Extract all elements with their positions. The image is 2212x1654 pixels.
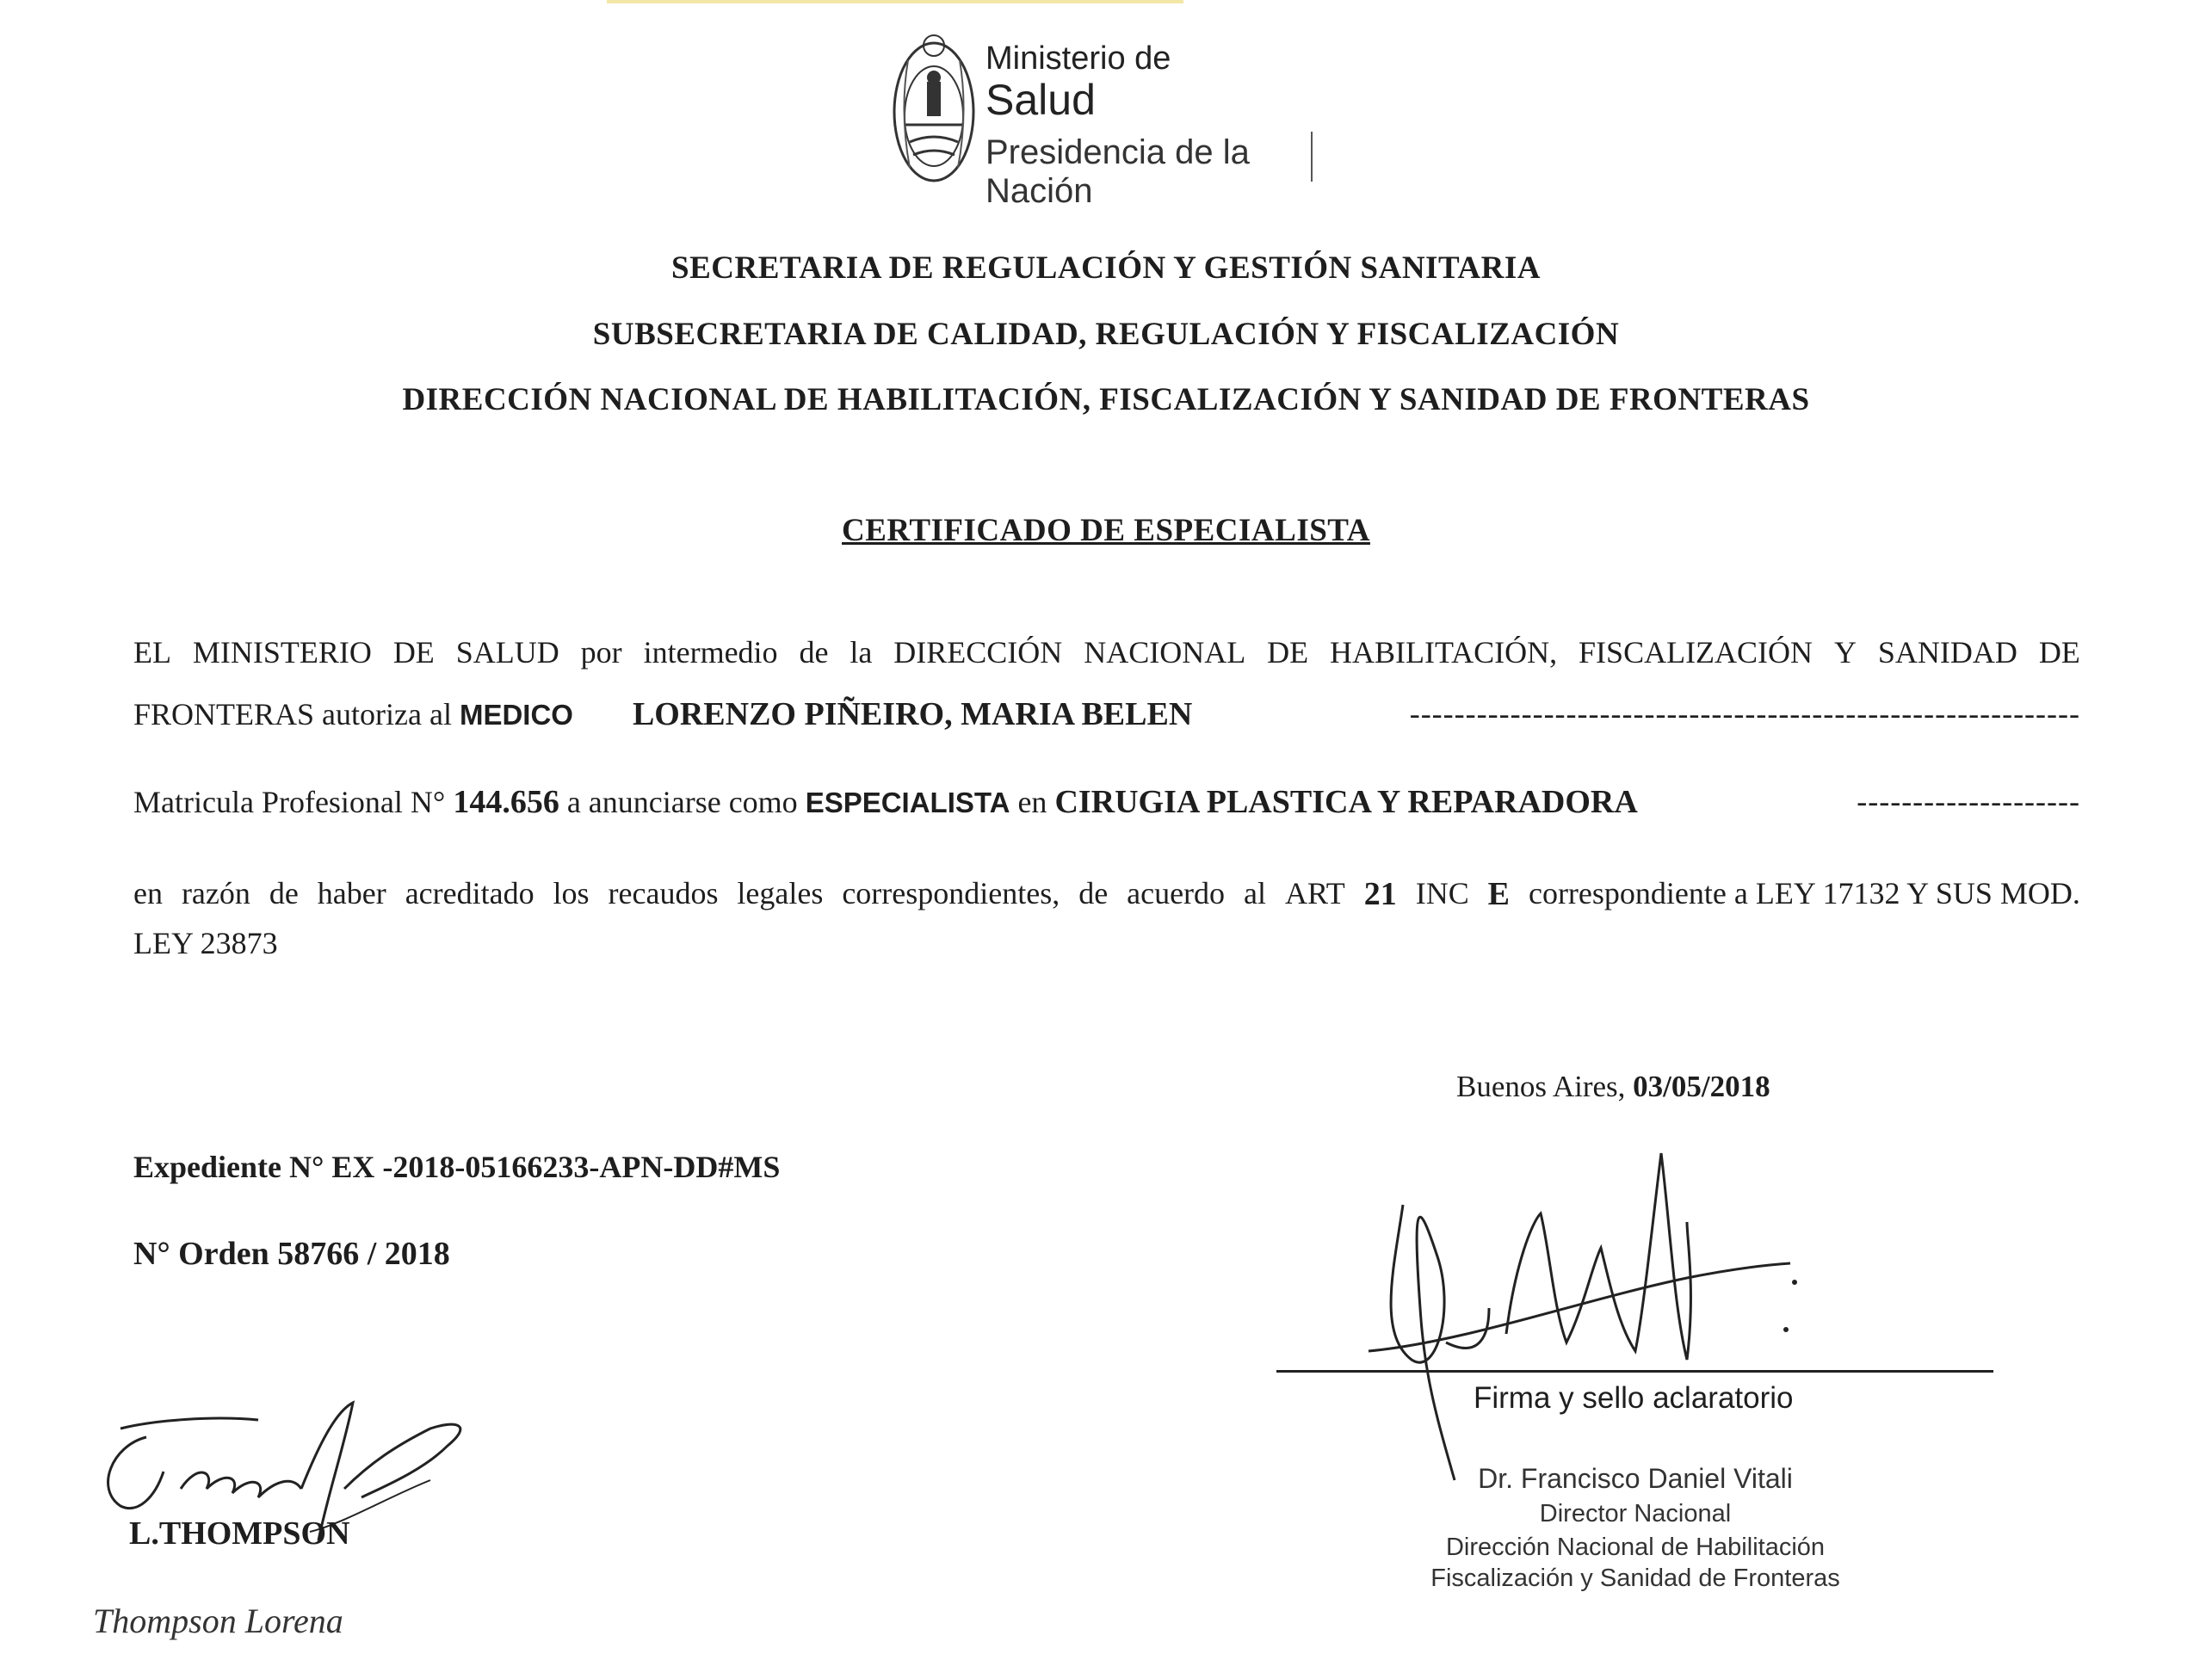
word: correspondientes, xyxy=(842,876,1060,910)
logo-salud-label: Salud xyxy=(986,76,1096,124)
specialty-value: CIRUGIA PLASTICA Y REPARADORA xyxy=(1054,784,1638,820)
thompson-handwritten-name: Thompson Lorena xyxy=(93,1602,343,1640)
subsecretariat-heading: SUBSECRETARIA DE CALIDAD, REGULACIÓN Y FISCALIZACIÓN xyxy=(592,317,1620,352)
word: MINISTERIO xyxy=(192,635,372,670)
word: haber xyxy=(317,876,386,910)
body-line-3 xyxy=(133,783,2080,821)
certificate-title: CERTIFICADO DE ESPECIALISTA xyxy=(842,513,1370,548)
word: los xyxy=(553,876,590,910)
body-line-5: LEY 23873 xyxy=(133,926,278,960)
word: EL xyxy=(133,635,171,670)
especialista-label: ESPECIALISTA xyxy=(805,787,1010,818)
en-text: en xyxy=(1017,785,1055,819)
stamp-name: Dr. Francisco Daniel Vitali xyxy=(1478,1463,1793,1494)
issue-date: 03/05/2018 xyxy=(1633,1070,1770,1103)
word: de xyxy=(1078,876,1109,910)
matricula-label: Matricula Profesional N° xyxy=(133,785,454,819)
directorate-heading: DIRECCIÓN NACIONAL DE HABILITACIÓN, FISCALIZACIÓN Y SANIDAD DE FRONTERAS xyxy=(402,382,1810,417)
word: acreditado xyxy=(405,876,534,910)
word: DE xyxy=(1267,635,1309,670)
logo-presidency-label: Presidencia de la Nación xyxy=(986,133,1250,210)
anunciarse-text: a anunciarse como xyxy=(566,785,806,819)
logo-ministry-label: Ministerio de xyxy=(986,40,1171,77)
profession-value: MEDICO xyxy=(459,699,573,731)
word: recaudos xyxy=(608,876,719,910)
professional-name: LORENZO PIÑEIRO, MARIA BELEN xyxy=(632,696,1193,732)
word: intermedio xyxy=(643,635,778,670)
body-line-1 xyxy=(133,634,2080,670)
word: la xyxy=(850,635,873,670)
word: DIRECCIÓN xyxy=(893,635,1063,670)
word: en xyxy=(133,876,163,910)
word: FISCALIZACIÓN xyxy=(1579,635,1813,670)
secretariat-heading: SECRETARIA DE REGULACIÓN Y GESTIÓN SANITARIA xyxy=(671,250,1541,286)
word: DE xyxy=(2038,635,2080,670)
stamp-title: Director Nacional xyxy=(1539,1500,1732,1527)
logo-divider xyxy=(1311,132,1313,182)
matricula-number: 144.656 xyxy=(453,784,559,820)
word: legales xyxy=(737,876,824,910)
stamp-organization-2: Fiscalización y Sanidad de Fronteras xyxy=(1430,1565,1840,1592)
word: NACIONAL xyxy=(1084,635,1246,670)
word: SANIDAD xyxy=(1877,635,2017,670)
place-date xyxy=(1456,1070,1770,1104)
word: de xyxy=(799,635,829,670)
place-label: Buenos Aires, xyxy=(1456,1070,1634,1103)
word: por xyxy=(580,635,622,670)
national-seal-icon xyxy=(891,30,977,185)
signature-caption: Firma y sello aclaratorio xyxy=(1474,1381,1794,1415)
word: Y xyxy=(1833,635,1857,670)
word: ART xyxy=(1284,876,1345,910)
ministry-logo xyxy=(891,30,1321,210)
word: DE xyxy=(392,635,435,670)
thompson-name: L.THOMPSON xyxy=(129,1515,350,1552)
top-edge-strip xyxy=(607,0,1183,3)
word: de xyxy=(269,876,299,910)
signature-line xyxy=(1276,1370,1993,1373)
inc-label: INC xyxy=(1415,876,1469,910)
director-signature xyxy=(1360,1136,1842,1497)
law-reference: correspondiente a LEY 17132 Y SUS MOD. xyxy=(1528,876,2080,910)
filler-dashes: ------------------------------------------------------------ xyxy=(1409,696,2080,731)
order-number: N° Orden 58766 / 2018 xyxy=(133,1236,450,1272)
word: SALUD xyxy=(455,635,559,670)
art-number: 21 xyxy=(1363,876,1397,912)
authorization-text: FRONTERAS autoriza al xyxy=(133,697,460,731)
inc-letter: E xyxy=(1487,876,1511,912)
word: HABILITACIÓN, xyxy=(1330,635,1558,670)
stamp-organization-1: Dirección Nacional de Habilitación xyxy=(1445,1534,1826,1561)
body-line-2 xyxy=(133,695,2080,733)
filler-dashes: -------------------- xyxy=(1857,784,2080,818)
body-line-4 xyxy=(133,875,2080,913)
word: razón xyxy=(181,876,250,910)
word: al xyxy=(1244,876,1266,910)
expediente-number: Expediente N° EX -2018-05166233-APN-DD#MS xyxy=(133,1150,781,1184)
word: acuerdo xyxy=(1127,876,1226,910)
